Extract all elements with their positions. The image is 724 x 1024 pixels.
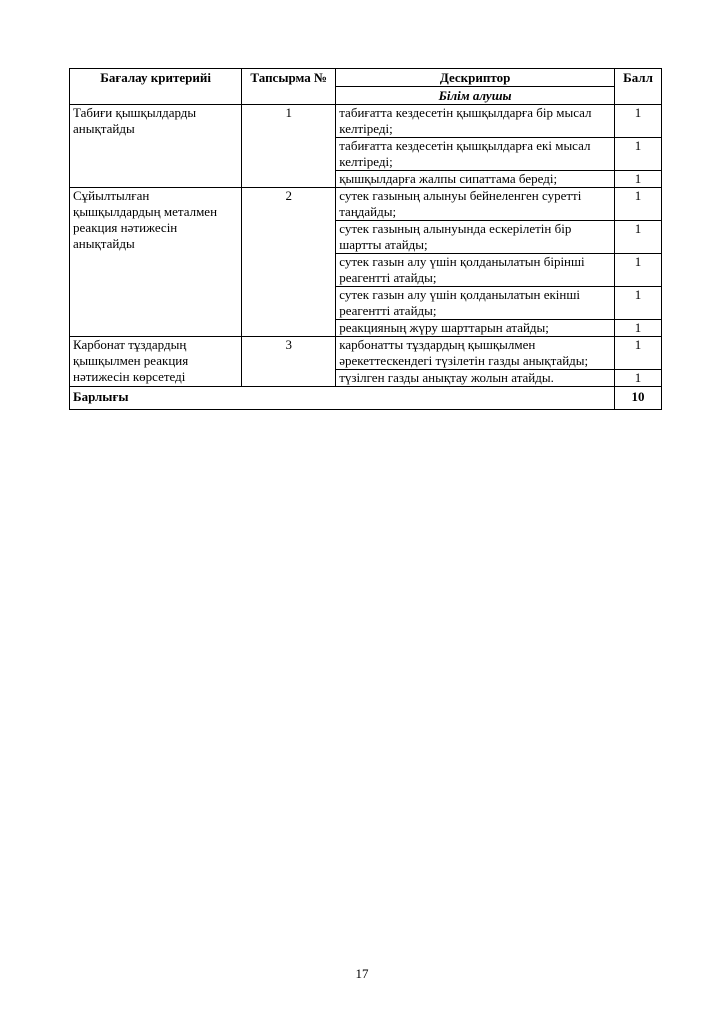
header-criteria: Бағалау критерийі [70,69,242,105]
total-label: Барлығы [70,387,615,410]
score-cell: 1 [614,105,661,138]
header-score: Балл [614,69,661,105]
task-number-cell: 3 [242,337,336,387]
score-cell: 1 [614,320,661,337]
total-score: 10 [614,387,661,410]
score-cell: 1 [614,188,661,221]
header-descriptor: Дескриптор [336,69,615,87]
descriptor-cell: реакцияның жүру шарттарын атайды; [336,320,615,337]
criteria-cell: Табиғи қышқылдарды анықтайды [70,105,242,188]
descriptor-cell: сутек газын алу үшін қолданылатын бірінші реагентті атайды; [336,254,615,287]
score-cell: 1 [614,138,661,171]
descriptor-cell: түзілген газды анықтау жолын атайды. [336,370,615,387]
score-cell: 1 [614,254,661,287]
header-learner: Білім алушы [336,87,615,105]
total-row [70,387,662,410]
score-cell: 1 [614,287,661,320]
descriptor-cell: қышқылдарға жалпы сипаттама береді; [336,171,615,188]
score-cell: 1 [614,337,661,370]
criteria-cell: Карбонат тұздардың қышқылмен реакция нәтижесін көрсетеді [70,337,242,387]
table-row [70,188,662,221]
score-cell: 1 [614,370,661,387]
descriptor-cell: карбонатты тұздардың қышқылмен әрекеттескендегі түзілетін газды анықтайды; [336,337,615,370]
task-number-cell: 2 [242,188,336,337]
task-number-cell: 1 [242,105,336,188]
descriptor-cell: табиғатта кездесетін қышқылдарға екі мысал келтіреді; [336,138,615,171]
assessment-rubric-table [69,68,662,410]
table-row [70,337,662,370]
criteria-cell: Сұйылтылған қышқылдардың металмен реакция нәтижесін анықтайды [70,188,242,337]
descriptor-cell: сутек газын алу үшін қолданылатын екінші реагентті атайды; [336,287,615,320]
page-number: 17 [355,966,369,981]
score-cell: 1 [614,221,661,254]
score-cell: 1 [614,171,661,188]
descriptor-cell: сутек газының алынуында ескерілетін бір шартты атайды; [336,221,615,254]
descriptor-cell: табиғатта кездесетін қышқылдарға бір мысал келтіреді; [336,105,615,138]
header-task-number: Тапсырма № [242,69,336,105]
table-row [70,105,662,138]
descriptor-cell: сутек газының алынуы бейнеленген суретті таңдайды; [336,188,615,221]
header-row [70,69,662,87]
